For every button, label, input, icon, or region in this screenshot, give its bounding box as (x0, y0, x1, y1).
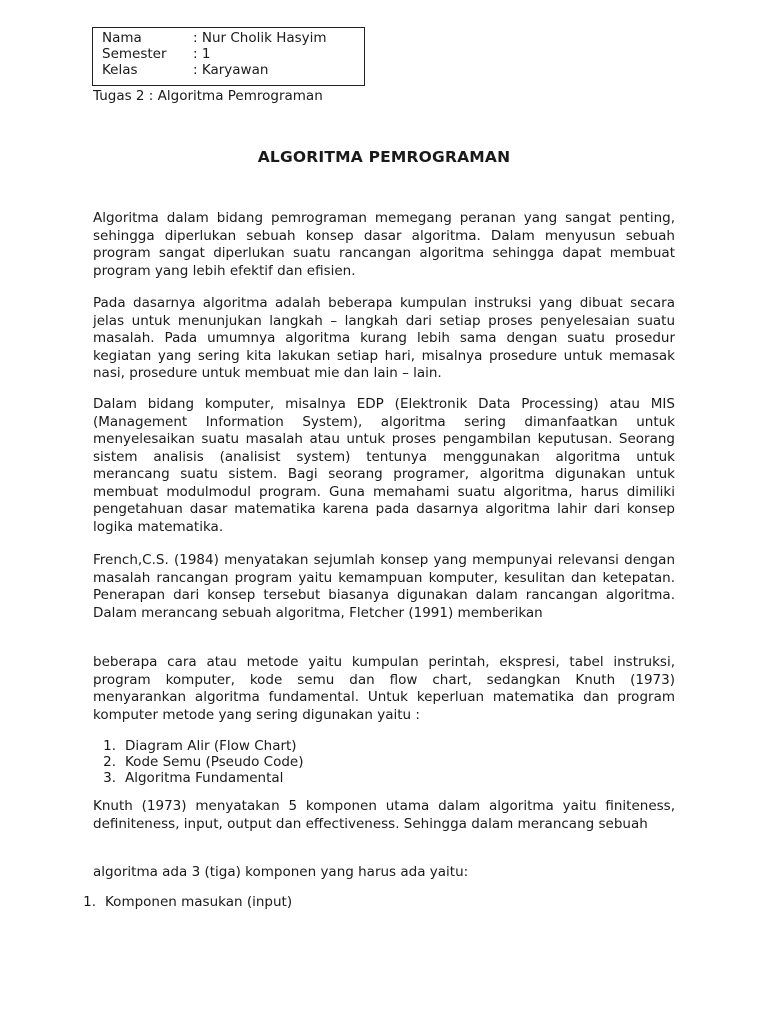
paragraph-methods: beberapa cara atau metode yaitu kumpulan perintah, ekspresi, tabel instruksi, program komputer, kode semu dan flow chart, sedangkan Knuth (1973) menyarankan algoritma fundamental. Untuk keperluan matematika dan program komputer metode yang sering digunakan yaitu : (93, 654, 675, 723)
semester-row (102, 46, 364, 62)
semester-value: : 1 (193, 46, 211, 62)
paragraph-intro: Algoritma dalam bidang pemrograman memegang peranan yang sangat penting, sehingga diperlukan sebuah konsep dasar algoritma. Dalam menyusun sebuah program sangat diperlukan suatu rancangan algoritma sehingga dapat membuat program yang lebih efektif dan efisien. (93, 210, 675, 279)
list-item-number: 1. (103, 738, 116, 754)
list-item-number: 2. (103, 754, 116, 770)
components-list (73, 894, 292, 910)
class-label: Kelas (102, 62, 138, 78)
list-item (93, 754, 304, 770)
class-value: : Karyawan (193, 62, 269, 78)
paragraph-definition: Pada dasarnya algoritma adalah beberapa kumpulan instruksi yang dibuat secara jelas untuk menunjukan langkah – langkah dari setiap proses penyelesaian suatu masalah. Pada umumnya algoritma kurang lebih sama dengan suatu prosedur kegiatan yang sering kita lakukan setiap hari, misalnya prosedure untuk memasak nasi, prosedure untuk membuat mie dan lain – lain. (93, 295, 675, 381)
paragraph-computer-field: Dalam bidang komputer, misalnya EDP (Elektronik Data Processing) atau MIS (Management Information System), algoritma sering dimanfaatkan untuk menyelesaikan suatu masalah atau untuk proses pengambilan keputusan. Seorang sistem analisis (analisist system) tentunya menggunakan algoritma untuk merancang suatu sistem. Bagi seorang programer, algoritma digunakan untuk membuat modulmodul program. Guna memahami suatu algoritma, harus dimiliki pengetahuan dasar matematika karena pada dasarnya algoritma lahir dari konsep logika matematika. (93, 396, 675, 535)
name-row (102, 30, 364, 46)
name-label: Nama (102, 30, 142, 46)
list-item (93, 738, 304, 754)
list-item-text: Komponen masukan (input) (105, 894, 293, 910)
list-item (93, 770, 304, 786)
list-item-text: Diagram Alir (Flow Chart) (125, 738, 297, 754)
paragraph-french: French,C.S. (1984) menyatakan sejumlah konsep yang mempunyai relevansi dengan masalah rancangan program yaitu kemampuan komputer, kesulitan dan ketepatan. Penerapan dari konsep tersebut biasanya digunakan dalam rancangan algoritma. Dalam merancang sebuah algoritma, Fletcher (1991) memberikan (93, 552, 675, 621)
paragraph-components: algoritma ada 3 (tiga) komponen yang harus ada yaitu: (93, 864, 469, 880)
list-item-text: Algoritma Fundamental (125, 770, 284, 786)
document-title: ALGORITMA PEMROGRAMAN (257, 148, 511, 166)
class-row (102, 62, 364, 78)
assignment-line: Tugas 2 : Algoritma Pemrograman (93, 88, 323, 104)
student-info-box (92, 27, 365, 86)
name-value: : Nur Cholik Hasyim (193, 30, 327, 46)
list-item-text: Kode Semu (Pseudo Code) (125, 754, 304, 770)
list-item-number: 1. (83, 894, 96, 910)
semester-label: Semester (102, 46, 167, 62)
list-item-number: 3. (103, 770, 116, 786)
list-item (73, 894, 292, 910)
paragraph-knuth: Knuth (1973) menyatakan 5 komponen utama dalam algoritma yaitu finiteness, definiteness, input, output dan effectiveness. Sehingga dalam merancang sebuah (93, 798, 675, 832)
methods-list (93, 738, 304, 786)
